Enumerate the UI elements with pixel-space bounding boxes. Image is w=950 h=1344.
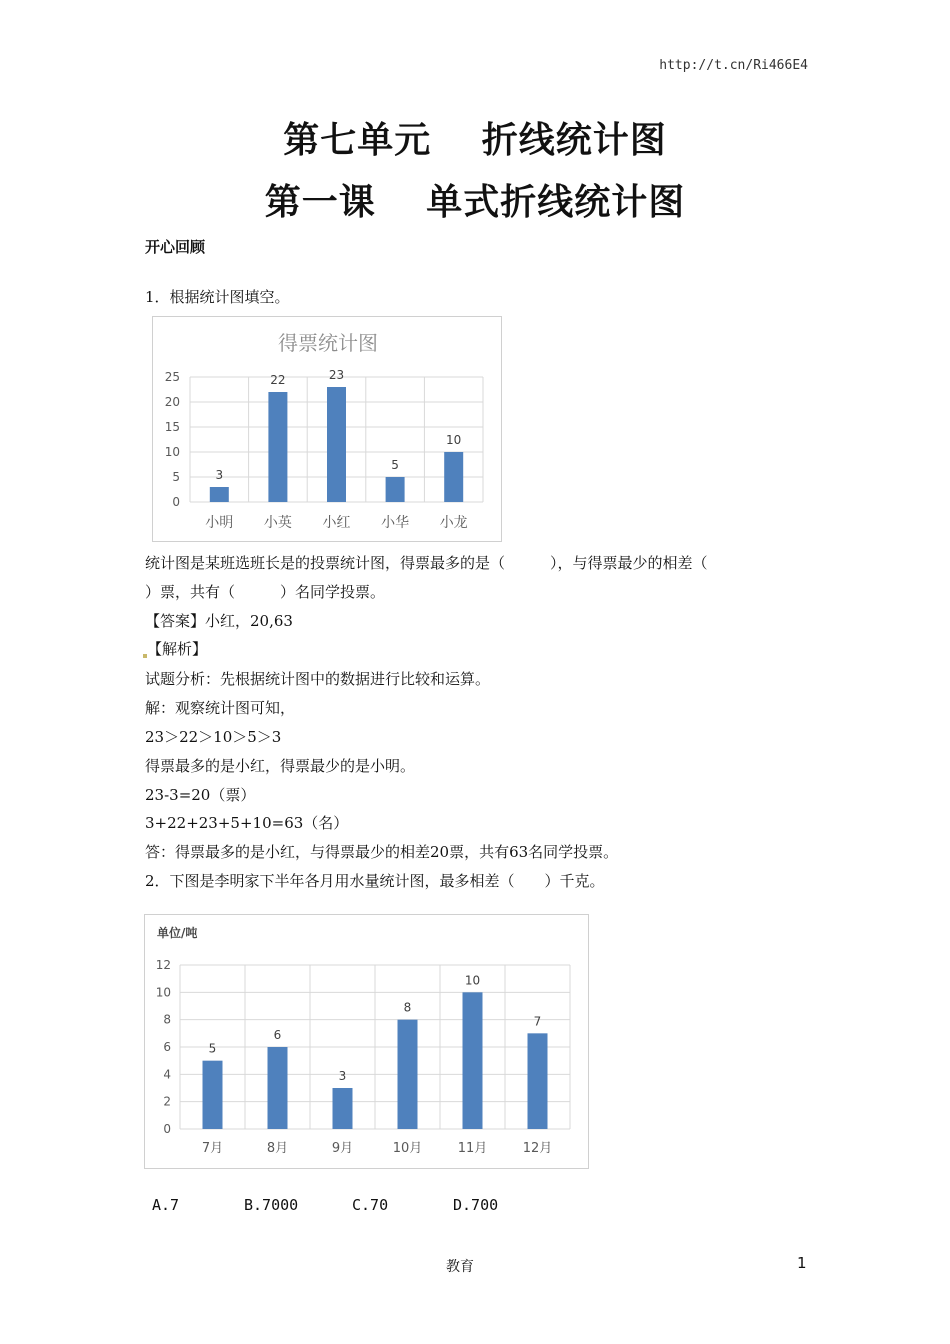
bar [203, 1061, 223, 1129]
y-tick-label: 6 [163, 1040, 171, 1054]
header-url: http://t.cn/Ri466E4 [659, 58, 808, 73]
x-tick-label: 小龙 [439, 515, 468, 531]
bar [398, 1020, 418, 1129]
analysis-line: 试题分析：先根据统计图中的数据进行比较和运算。 [145, 670, 491, 688]
data-label: 22 [270, 373, 286, 387]
y-tick-label: 0 [172, 495, 180, 509]
bar [210, 487, 229, 502]
lesson-title: 第一课 单式折线统计图 [264, 181, 686, 223]
x-tick-label: 9月 [331, 1141, 354, 1156]
choice-a[interactable]: A.7 [152, 1196, 180, 1214]
y-tick-label: 10 [164, 445, 180, 459]
x-tick-label: 小英 [263, 515, 292, 531]
chart-title: 得票统计图 [278, 331, 378, 355]
data-label: 8 [403, 1000, 412, 1015]
y-tick-label: 4 [163, 1067, 171, 1082]
bar [463, 992, 483, 1129]
q2-prompt: 2．下图是李明家下半年各月用水量统计图，最多相差（ ）千克。 [145, 872, 605, 890]
x-tick-label: 12月 [522, 1141, 553, 1156]
chart-unit-label: 单位/吨 [157, 926, 198, 940]
page-number: 1 [797, 1254, 807, 1272]
x-tick-label: 10月 [392, 1141, 423, 1156]
bar [327, 387, 346, 502]
x-tick-label: 8月 [266, 1141, 289, 1156]
bar [333, 1088, 353, 1129]
data-label: 5 [208, 1041, 217, 1056]
y-tick-label: 10 [155, 985, 171, 1000]
bar [268, 392, 287, 502]
bar [268, 1047, 288, 1129]
y-tick-label: 5 [172, 470, 180, 484]
analysis-line: 得票最多的是小红，得票最少的是小明。 [145, 757, 416, 775]
water-chart-svg [145, 915, 588, 1168]
analysis-line: 23-3=20（票） [145, 786, 256, 804]
footer-label: 教育 [446, 1259, 474, 1275]
data-label: 5 [391, 458, 399, 472]
x-tick-label: 小红 [322, 515, 351, 531]
y-tick-label: 12 [155, 958, 171, 972]
analysis-line: 3+22+23+5+10=63（名） [145, 814, 349, 832]
y-tick-label: 0 [163, 1122, 171, 1136]
data-label: 6 [273, 1028, 282, 1042]
water-chart [144, 914, 589, 1169]
y-tick-label: 15 [164, 420, 180, 434]
data-label: 10 [446, 433, 462, 447]
analysis-line: 解：观察统计图可知， [145, 699, 296, 717]
data-label: 7 [533, 1014, 542, 1029]
y-tick-label: 20 [164, 395, 180, 409]
choice-b[interactable]: B.7000 [244, 1196, 299, 1214]
q1-analysis-label: 【解析】 [147, 640, 208, 658]
x-tick-label: 小华 [381, 515, 410, 531]
section-heading: 开心回顾 [145, 238, 206, 256]
analysis-line: 答：得票最多的是小红，与得票最少的相差20票，共有63名同学投票。 [145, 843, 619, 861]
unit-title: 第七单元 折线统计图 [283, 119, 667, 161]
bar [528, 1033, 548, 1129]
choice-c[interactable]: C.70 [352, 1196, 389, 1214]
bar [444, 452, 463, 502]
data-label: 10 [464, 973, 481, 988]
vote-chart-svg [153, 317, 501, 541]
y-tick-label: 2 [163, 1094, 171, 1109]
x-tick-label: 11月 [457, 1141, 488, 1156]
bar [386, 477, 405, 502]
q1-text-line2: ）票，共有（ ）名同学投票。 [145, 583, 386, 601]
data-label: 3 [338, 1069, 347, 1083]
x-tick-label: 7月 [201, 1141, 224, 1156]
q1-prompt: 1．根据统计图填空。 [145, 288, 290, 306]
data-label: 23 [328, 368, 345, 382]
y-tick-label: 25 [164, 370, 180, 384]
x-tick-label: 小明 [205, 515, 234, 531]
y-tick-label: 8 [163, 1012, 171, 1027]
data-label: 3 [215, 468, 224, 482]
choice-d[interactable]: D.700 [453, 1196, 499, 1214]
q1-text-line1: 统计图是某班选班长是的投票统计图，得票最多的是（ ），与得票最少的相差（ [145, 554, 708, 572]
q1-answer: 【答案】小红，20,63 [145, 612, 293, 630]
vote-chart [152, 316, 502, 542]
analysis-line: 23＞22＞10＞5＞3 [145, 728, 282, 746]
